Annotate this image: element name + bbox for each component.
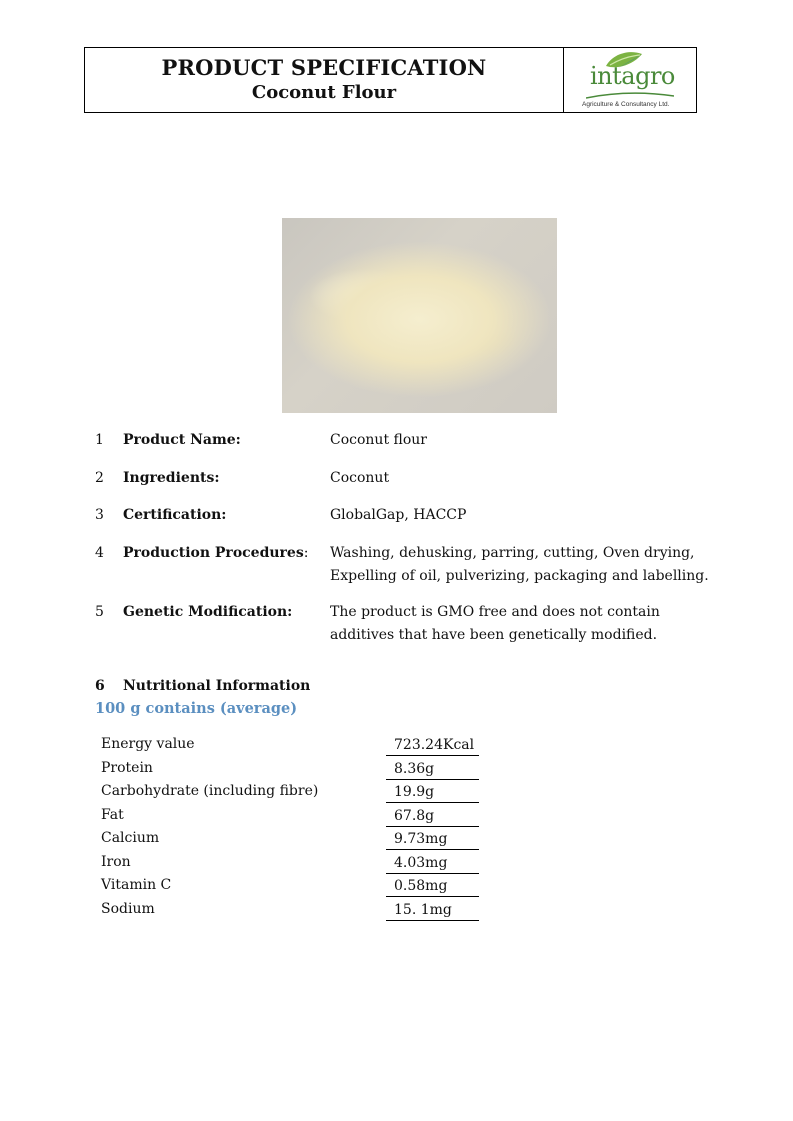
company-logo [564, 48, 696, 112]
nutrient-value: 723.24Kcal [386, 734, 479, 756]
spec-value-line: Coconut [330, 470, 390, 486]
table-row [101, 828, 481, 851]
table-row [101, 734, 481, 757]
logo-wordmark: intagro [590, 62, 675, 90]
spec-value [330, 542, 709, 587]
table-row [101, 758, 481, 781]
document-header [84, 47, 697, 113]
spec-label-colon: : [303, 545, 309, 561]
table-row [101, 781, 481, 804]
nutrition-number: 6 [95, 678, 105, 694]
document-subtitle: Coconut Flour [251, 82, 397, 103]
product-photo [282, 218, 557, 413]
nutrient-value: 4.03mg [386, 852, 479, 874]
spec-value-line: Washing, dehusking, parring, cutting, Oven drying, [330, 545, 695, 561]
table-row [101, 805, 481, 828]
spec-value-line: Coconut flour [330, 432, 427, 448]
nutrient-name: Sodium [101, 900, 155, 917]
nutrient-name: Protein [101, 759, 153, 776]
spec-label: Product Name: [123, 432, 241, 448]
logo-swoosh-icon [586, 92, 674, 100]
spec-label: Genetic Modification: [123, 604, 293, 620]
nutrient-value: 8.36g [386, 758, 479, 780]
spec-value-line: Expelling of oil, pulverizing, packaging and labelling. [330, 567, 709, 584]
nutrient-name: Calcium [101, 830, 160, 846]
spec-label [123, 545, 308, 561]
table-row [101, 875, 481, 898]
nutrient-name: Carbohydrate (including fibre) [101, 783, 319, 799]
nutrient-name: Energy value [101, 736, 195, 752]
logo-tagline: Agriculture & Consultancy Ltd. [582, 101, 670, 108]
spec-value-line: GlobalGap, HACCP [330, 507, 467, 523]
table-row [101, 899, 481, 922]
header-title-cell [85, 48, 564, 112]
nutrient-value: 9.73mg [386, 828, 479, 850]
spec-value [330, 504, 466, 527]
spec-label: Certification: [123, 507, 227, 523]
spec-label-text: Production Procedures [123, 545, 304, 561]
spec-value-line: The product is GMO free and does not contain [330, 604, 660, 620]
nutrient-name: Iron [101, 853, 131, 870]
spec-number: 4 [95, 545, 104, 561]
table-row [101, 852, 481, 875]
nutrition-title: Nutritional Information [123, 678, 311, 694]
spec-value [330, 601, 660, 646]
nutrient-name: Vitamin C [101, 877, 172, 893]
spec-value-line: additives that have been genetically modified. [330, 626, 658, 643]
spec-number: 5 [95, 604, 104, 620]
document-title: PRODUCT SPECIFICATION [161, 55, 487, 80]
spec-value [330, 429, 427, 452]
nutrient-value: 0.58mg [386, 875, 479, 897]
nutrition-subheading: 100 g contains (average) [95, 700, 298, 717]
spec-number: 2 [95, 470, 104, 486]
nutrient-value: 15. 1mg [386, 899, 479, 921]
nutrient-name: Fat [101, 806, 124, 823]
nutrient-value: 67.8g [386, 805, 479, 827]
spec-number: 3 [95, 507, 104, 523]
spec-value [330, 467, 389, 490]
nutrient-value: 19.9g [386, 781, 479, 803]
spec-number: 1 [95, 432, 104, 448]
spec-label: Ingredients: [123, 470, 220, 486]
